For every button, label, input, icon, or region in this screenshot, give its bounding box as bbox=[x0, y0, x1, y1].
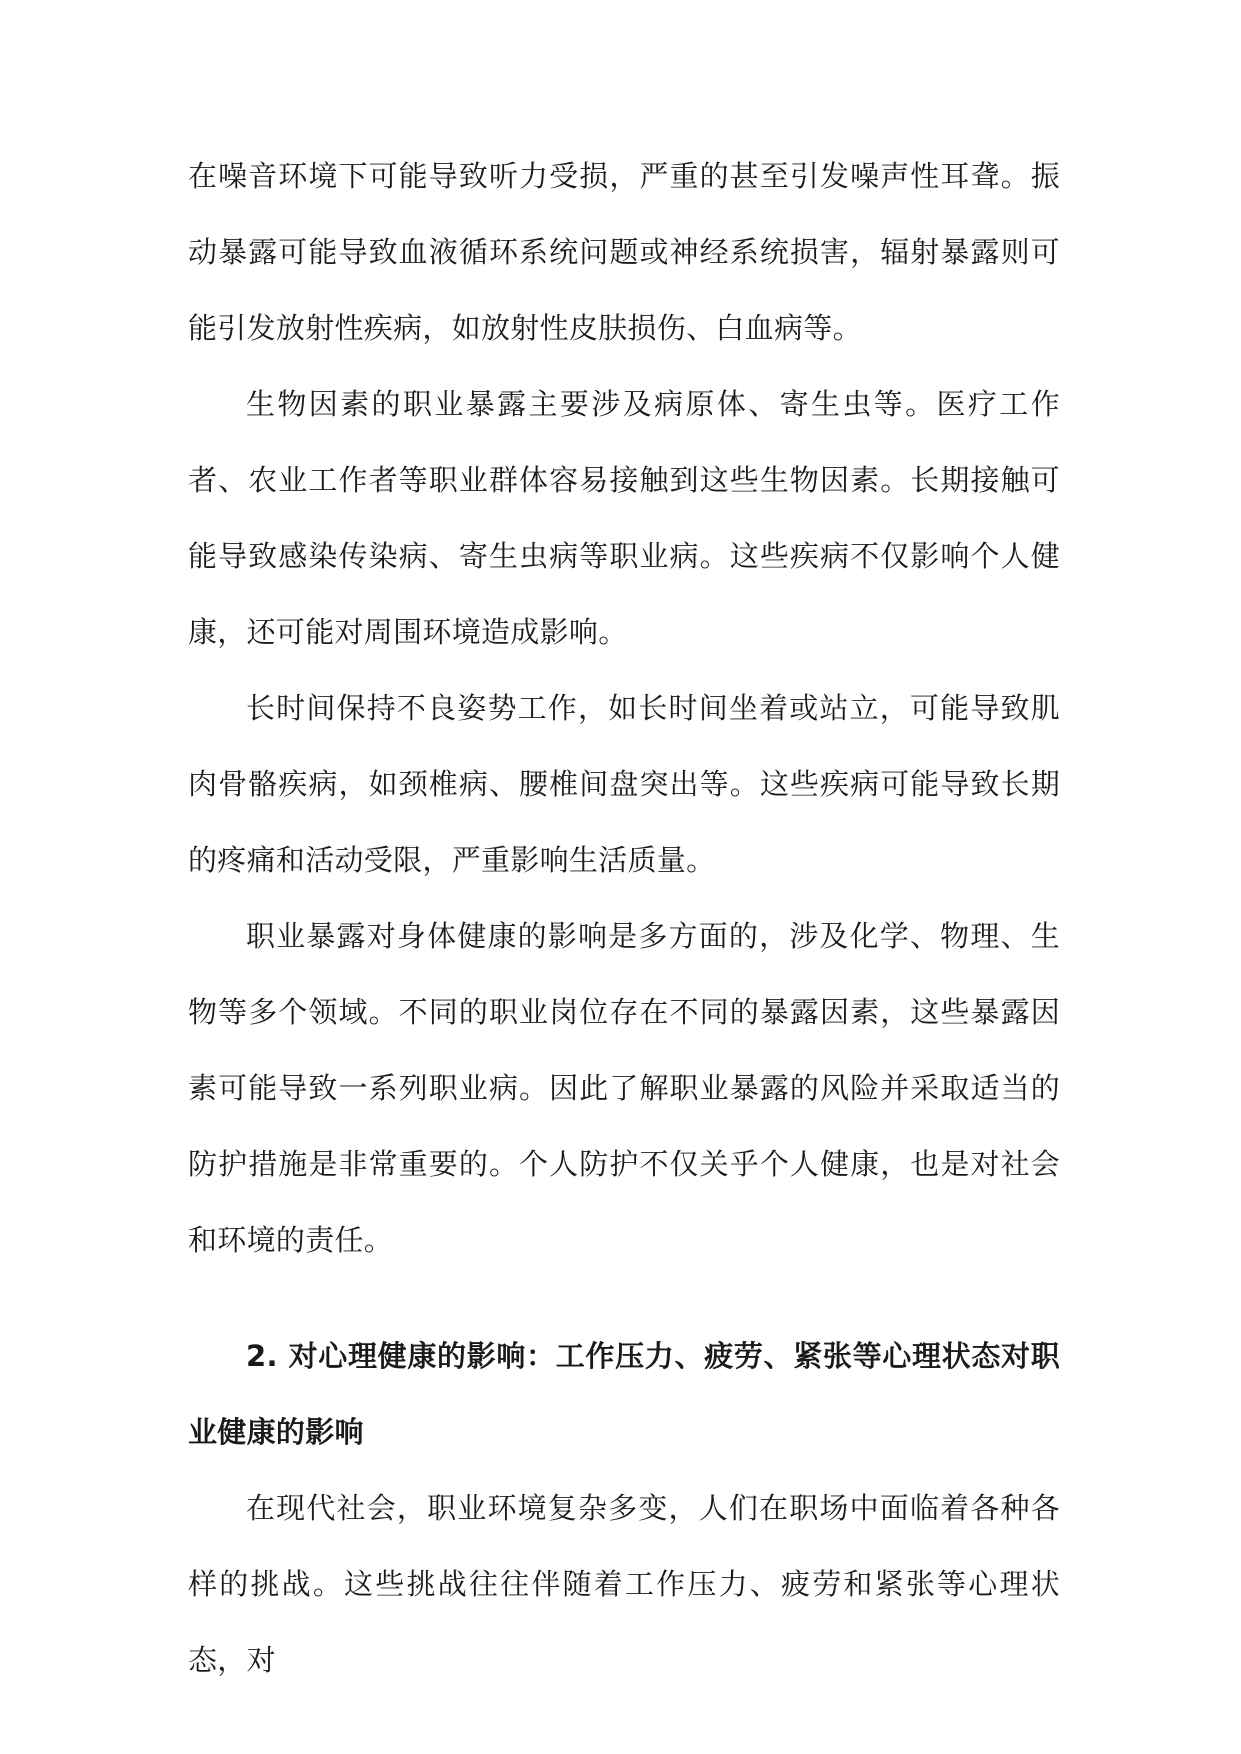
document-body bbox=[188, 138, 1060, 1698]
paragraph-summary: 职业暴露对身体健康的影响是多方面的，涉及化学、物理、生物等多个领域。不同的职业岗位存在不同的暴露因素，这些暴露因素可能导致一系列职业病。因此了解职业暴露的风险并采取适当的防护措施是非常重要的。个人防护不仅关乎个人健康，也是对社会和环境的责任。 bbox=[188, 919, 1060, 1257]
paragraph-biological-factors: 生物因素的职业暴露主要涉及病原体、寄生虫等。医疗工作者、农业工作者等职业群体容易接触到这些生物因素。长期接触可能导致感染传染病、寄生虫病等职业病。这些疾病不仅影响个人健康，还可能对周围环境造成影响。 bbox=[188, 387, 1060, 649]
section-heading: 2. 对心理健康的影响：工作压力、疲劳、紧张等心理状态对职业健康的影响 bbox=[188, 1339, 1060, 1449]
paragraph-modern-society: 在现代社会，职业环境复杂多变，人们在职场中面临着各种各样的挑战。这些挑战往往伴随着工作压力、疲劳和紧张等心理状态，对 bbox=[188, 1491, 1060, 1677]
paragraph-posture: 长时间保持不良姿势工作，如长时间坐着或站立，可能导致肌肉骨骼疾病，如颈椎病、腰椎间盘突出等。这些疾病可能导致长期的疼痛和活动受限，严重影响生活质量。 bbox=[188, 691, 1060, 877]
paragraph-noise-vibration-radiation: 在噪音环境下可能导致听力受损，严重的甚至引发噪声性耳聋。振动暴露可能导致血液循环系统问题或神经系统损害，辐射暴露则可能引发放射性疾病，如放射性皮肤损伤、白血病等。 bbox=[188, 159, 1060, 345]
